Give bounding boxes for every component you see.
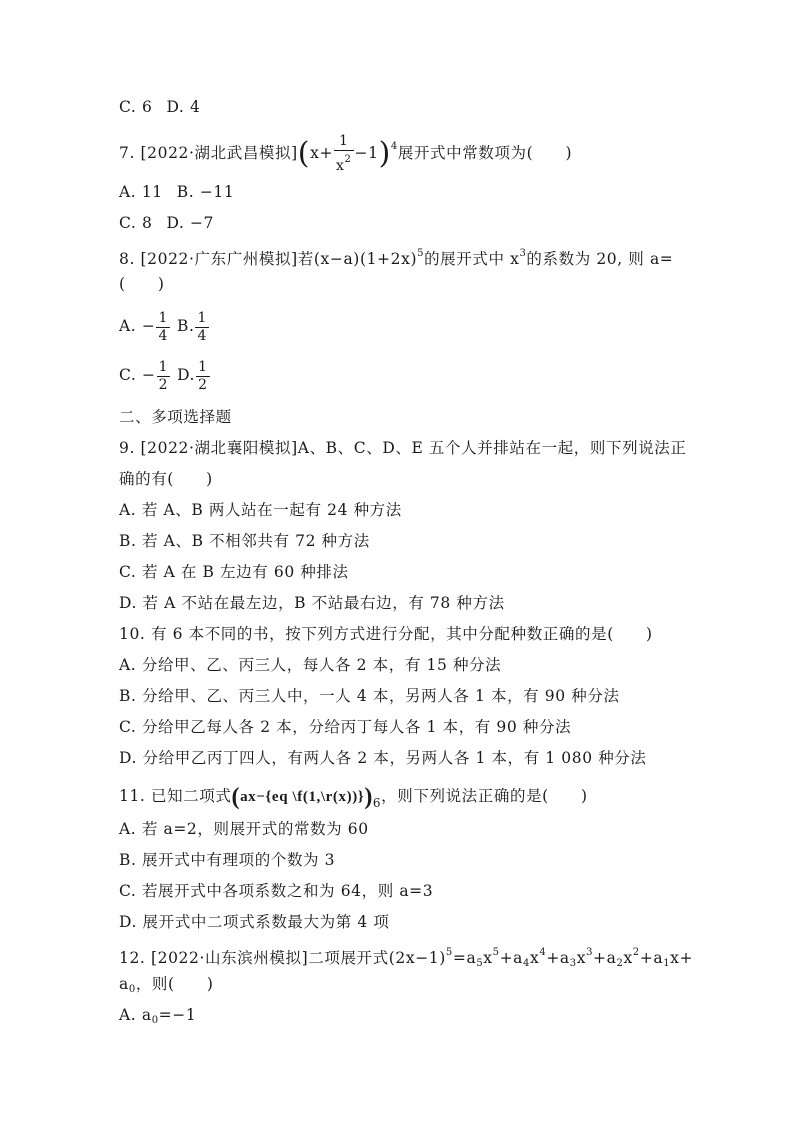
q7-options-cd <box>119 213 214 233</box>
sub-0: 0 <box>128 984 136 995</box>
frac-denominator <box>334 151 353 175</box>
q12-option-a <box>119 1005 196 1031</box>
q8-text-c: 的系数为 20, 则 a= <box>526 250 674 268</box>
frac-numerator: 1 <box>198 358 208 375</box>
frac-numerator: 1 <box>197 309 207 326</box>
fraction-1-over-x2 <box>334 133 353 175</box>
option-d: D. 4 <box>166 98 201 116</box>
q8-options-cd <box>119 357 211 394</box>
q12-exp: 5 <box>445 947 453 958</box>
q9-option-d: D. 若 A 不站在最左边，B 不站最右边，有 78 种方法 <box>119 594 505 612</box>
q12-then: ，则( ) <box>135 975 214 993</box>
sub-4: 4 <box>523 958 530 969</box>
frac-denominator: 4 <box>197 327 207 344</box>
q6-options-cd <box>119 97 200 117</box>
option-c: C. 8 <box>119 214 153 232</box>
fraction-option-b <box>195 310 209 345</box>
frac-numerator: 1 <box>158 358 169 375</box>
frac-den-base: x <box>336 158 345 174</box>
option-c-label: C. − <box>119 366 156 384</box>
q7-term-minus1: −1 <box>354 144 379 162</box>
question-10: 10. 有 6 本不同的书，按下列方式进行分配，其中分配种数正确的是( ) <box>119 625 653 643</box>
question-7-text: 展开式中常数项为( ) <box>397 144 573 162</box>
q12-text-a: 12. [2022·山东滨州模拟]二项展开式(2x−1) <box>119 949 446 967</box>
fraction-option-a <box>156 310 170 345</box>
sub-5: 5 <box>476 958 484 969</box>
q9-option-b: B. 若 A、B 不相邻共有 72 种方法 <box>119 532 370 550</box>
q12-eq: =a <box>452 949 477 967</box>
q11-suffix: ，则下列说法正确的是( ) <box>381 787 588 805</box>
sub-3: 3 <box>569 958 577 969</box>
q7-options-ab <box>119 182 234 202</box>
q8-text-a: 8. [2022·广东广州模拟]若(x−a)(1+2x) <box>119 250 418 268</box>
q8-text-b: 的展开式中 x <box>424 250 520 268</box>
frac-denominator: 4 <box>158 327 168 344</box>
fraction-option-c <box>157 359 171 394</box>
exp-5: 5 <box>492 947 500 958</box>
q7-exponent: 4 <box>390 141 398 152</box>
q8-exp-3: 3 <box>519 248 527 259</box>
option-c: C. 6 <box>119 98 153 116</box>
question-9-line1: 9. [2022·湖北襄阳模拟]A、B、C、D、E 五个人并排站在一起，则下列说法正 <box>119 439 687 457</box>
q8-options-ab <box>119 308 210 345</box>
q8-exp-5: 5 <box>417 248 425 259</box>
q10-option-c: C. 分给甲乙每人各 2 本，分给丙丁每人各 1 本，有 90 种分法 <box>119 718 572 736</box>
option-a-label: A. a <box>119 1006 152 1024</box>
x3: x <box>576 949 587 967</box>
q11-option-a: A. 若 a=2，则展开式的常数为 60 <box>119 820 369 838</box>
x1-plus: x+ <box>670 949 694 967</box>
option-a-label: A. − <box>119 317 156 335</box>
q11-option-d: D. 展开式中二项式系数最大为第 4 项 <box>119 913 390 931</box>
option-d-label: D. <box>177 366 196 384</box>
q7-term-x: x+ <box>310 144 334 162</box>
x4: x <box>530 949 540 967</box>
option-a-value: =−1 <box>158 1006 197 1024</box>
left-paren: ( <box>297 136 311 171</box>
q11-exponent: 6 <box>372 796 382 810</box>
x2: x <box>623 949 633 967</box>
section-heading-multiple-choice: 二、多项选择题 <box>119 408 232 426</box>
frac-denominator: 2 <box>198 376 208 393</box>
question-7 <box>119 130 572 175</box>
q11-prefix: 11. 已知二项式 <box>119 787 232 805</box>
q11-option-b: B. 展开式中有理项的个数为 3 <box>119 851 336 869</box>
frac-denominator: 2 <box>158 376 169 393</box>
exp-4: 4 <box>539 947 547 958</box>
frac-numerator: 1 <box>334 133 353 151</box>
a0: a <box>119 975 129 993</box>
question-11 <box>119 781 588 818</box>
plus-a1: +a <box>639 949 664 967</box>
question-12-line1 <box>119 943 693 974</box>
sub-0: 0 <box>151 1015 159 1026</box>
exp-2: 2 <box>632 947 640 958</box>
option-a: A. 11 <box>119 183 163 201</box>
frac-numerator: 1 <box>158 309 168 326</box>
fraction-option-d <box>196 359 210 394</box>
q10-option-a: A. 分给甲、乙、丙三人，每人各 2 本，有 15 种分法 <box>119 656 502 674</box>
option-b: B. −11 <box>176 183 235 201</box>
q9-option-c: C. 若 A 在 B 左边有 60 种排法 <box>119 563 349 581</box>
plus-a2: +a <box>593 949 617 967</box>
question-8-line2 <box>119 274 165 294</box>
frac-den-exp: 2 <box>344 154 352 165</box>
question-7-source: 7. [2022·湖北武昌模拟] <box>119 144 298 162</box>
exp-3: 3 <box>586 947 594 958</box>
sub-2: 2 <box>616 958 624 969</box>
q9-option-a: A. 若 A、B 两人站在一起有 24 种方法 <box>119 501 402 519</box>
left-paren: ( <box>231 784 241 810</box>
option-d: D. −7 <box>166 214 215 232</box>
question-8-line1 <box>119 244 673 269</box>
q10-option-d: D. 分给甲乙丙丁四人，有两人各 2 本，另两人各 1 本，有 1 080 种分法 <box>119 749 647 767</box>
x5: x <box>483 949 493 967</box>
question-12-line2 <box>119 974 214 1000</box>
option-b-label: B. <box>176 317 195 335</box>
q10-option-b: B. 分给甲、乙、丙三人中，一人 4 本，另两人各 1 本，有 90 种分法 <box>119 687 620 705</box>
question-9-line2: 确的有( ) <box>119 470 213 488</box>
answer-blank: ( ) <box>119 275 165 293</box>
plus-a3: +a <box>546 949 570 967</box>
right-paren: ) <box>378 136 391 171</box>
sub-1: 1 <box>663 958 671 969</box>
q11-field-code-expression: ax−{eq \f(1,\r(x))} <box>240 789 365 805</box>
q11-option-c: C. 若展开式中各项系数之和为 64，则 a=3 <box>119 882 434 900</box>
right-paren: ) <box>364 784 373 810</box>
plus-a4: +a <box>499 949 524 967</box>
